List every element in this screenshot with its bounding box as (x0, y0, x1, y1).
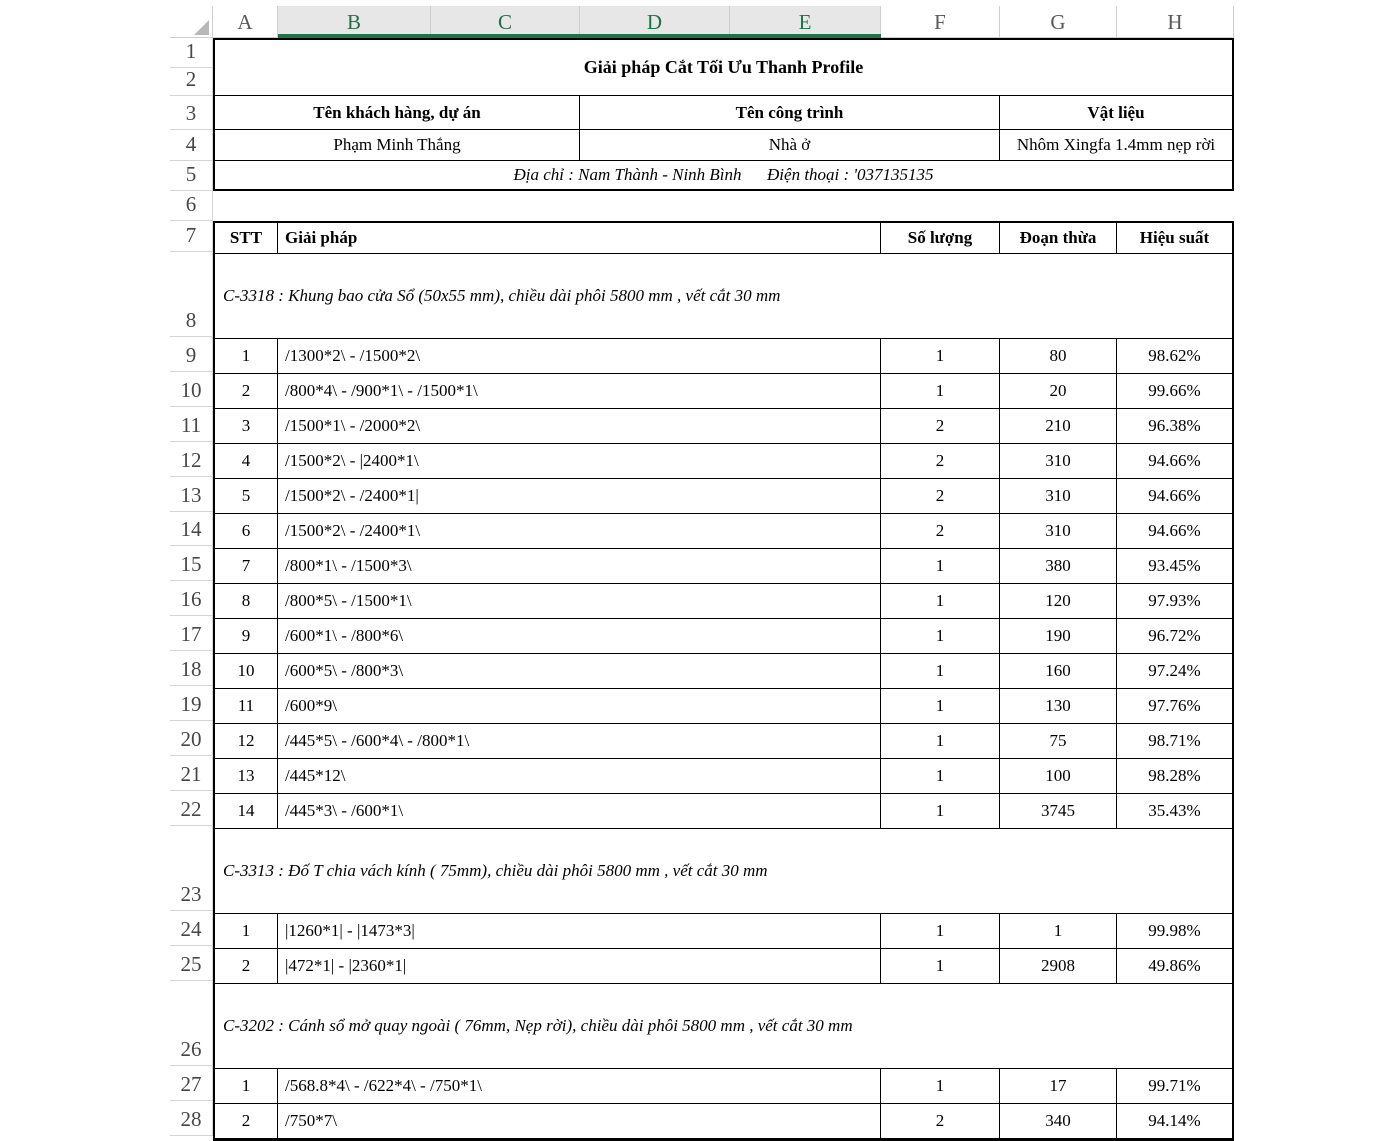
solution-cell[interactable]: /600*1\ - /800*6\ (278, 619, 881, 653)
customer-label-cell[interactable]: Tên khách hàng, dự án (215, 96, 580, 129)
column-header-a[interactable]: A (213, 6, 278, 38)
stt-cell[interactable]: 14 (215, 794, 278, 828)
efficiency-cell[interactable]: 94.66% (1148, 521, 1201, 540)
material-label-cell[interactable]: Vật liệu (1087, 102, 1145, 122)
efficiency-cell[interactable]: 98.62% (1148, 346, 1201, 365)
row-header-9[interactable]: 9 (170, 337, 213, 372)
table-row (215, 339, 1232, 374)
header-solution-cell[interactable]: Giải pháp (278, 223, 881, 253)
row-header-18[interactable]: 18 (170, 651, 213, 686)
row-header-8[interactable]: 8 (170, 252, 213, 337)
efficiency-cell[interactable]: 93.45% (1148, 556, 1201, 575)
solution-cell[interactable]: /600*5\ - /800*3\ (278, 654, 881, 688)
project-value-cell[interactable]: Nhà ở (580, 130, 1000, 160)
leftover-cell[interactable]: 3745 (1000, 794, 1117, 828)
row-header-13[interactable]: 13 (170, 477, 213, 512)
stt-cell[interactable]: 13 (215, 759, 278, 793)
row-header-14[interactable]: 14 (170, 512, 213, 546)
table-row (215, 444, 1232, 479)
table-row (215, 1104, 1232, 1139)
row-header-7[interactable]: 7 (170, 221, 213, 252)
efficiency-cell[interactable]: 98.28% (1148, 766, 1201, 785)
address-row (215, 161, 1232, 189)
quantity-cell[interactable]: 1 (881, 549, 1000, 583)
quantity-cell[interactable]: 1 (881, 584, 1000, 618)
row-header-3[interactable]: 3 (170, 96, 213, 130)
title-row (215, 40, 1232, 96)
quantity-cell[interactable]: 1 (881, 1069, 1000, 1103)
table-row (215, 584, 1232, 619)
table-header-row (215, 223, 1232, 254)
efficiency-cell[interactable]: 99.98% (1148, 921, 1201, 940)
column-header-f[interactable]: F (881, 6, 1000, 38)
header-stt-cell[interactable]: STT (215, 223, 278, 253)
row-header-2[interactable]: 2 (170, 68, 213, 96)
quantity-cell[interactable]: 2 (881, 479, 1000, 513)
leftover-cell[interactable]: 80 (1000, 339, 1117, 373)
stt-cell[interactable]: 1 (215, 339, 278, 373)
solution-cell[interactable]: /750*7\ (278, 1104, 881, 1138)
row-header-12[interactable]: 12 (170, 442, 213, 477)
solution-cell[interactable]: /600*9\ (278, 689, 881, 723)
quantity-cell[interactable]: 1 (881, 724, 1000, 758)
quantity-cell[interactable]: 1 (881, 689, 1000, 723)
table-row (215, 409, 1232, 444)
stt-cell[interactable]: 5 (215, 479, 278, 513)
table-row (215, 794, 1232, 829)
section-profile-cell[interactable]: C-3313 : Đố T chia vách kính ( 75mm), chiều dài phôi 5800 mm , vết cắt 30 mm (223, 861, 768, 880)
column-header-h[interactable]: H (1117, 6, 1234, 38)
table-row (215, 514, 1232, 549)
efficiency-cell[interactable]: 96.38% (1148, 416, 1201, 435)
row-header-23[interactable]: 23 (170, 826, 213, 911)
row-header-4[interactable]: 4 (170, 130, 213, 161)
table-row (215, 374, 1232, 409)
column-header-d[interactable]: D (580, 6, 730, 38)
solution-cell[interactable]: /1500*2\ - |2400*1\ (278, 444, 881, 478)
leftover-cell[interactable]: 340 (1000, 1104, 1117, 1138)
table-row (215, 1069, 1232, 1104)
stt-cell[interactable]: 2 (215, 949, 278, 983)
stt-cell[interactable]: 12 (215, 724, 278, 758)
address-cell[interactable]: Địa chỉ : Nam Thành - Ninh Bình Điện thoại : '037135135 (513, 165, 934, 184)
efficiency-cell[interactable]: 94.14% (1148, 1111, 1201, 1130)
leftover-cell[interactable]: 380 (1000, 549, 1117, 583)
select-all-corner[interactable] (170, 6, 213, 38)
stt-cell[interactable]: 10 (215, 654, 278, 688)
efficiency-cell[interactable]: 94.66% (1148, 486, 1201, 505)
column-header-b[interactable]: B (278, 6, 431, 38)
solution-cell[interactable]: /445*12\ (278, 759, 881, 793)
row-header-5[interactable]: 5 (170, 161, 213, 191)
quantity-cell[interactable]: 1 (881, 914, 1000, 948)
stt-cell[interactable]: 1 (215, 1069, 278, 1103)
leftover-cell[interactable]: 190 (1000, 619, 1117, 653)
quantity-cell[interactable]: 1 (881, 949, 1000, 983)
row-header-27[interactable]: 27 (170, 1066, 213, 1101)
table-row (215, 724, 1232, 759)
row-header-26[interactable]: 26 (170, 981, 213, 1066)
stt-cell[interactable]: 9 (215, 619, 278, 653)
column-header-e[interactable]: E (730, 6, 881, 38)
stt-cell[interactable]: 8 (215, 584, 278, 618)
report-header-block (213, 38, 1234, 191)
quantity-cell[interactable]: 2 (881, 409, 1000, 443)
solution-cell[interactable]: /1500*2\ - /2400*1| (278, 479, 881, 513)
row-header-11[interactable]: 11 (170, 407, 213, 442)
solution-cell[interactable]: /1500*1\ - /2000*2\ (278, 409, 881, 443)
solution-cell[interactable]: /800*5\ - /1500*1\ (278, 584, 881, 618)
row-header-1[interactable]: 1 (170, 38, 213, 68)
quantity-cell[interactable]: 1 (881, 794, 1000, 828)
efficiency-cell[interactable]: 35.43% (1148, 801, 1201, 820)
solution-cell[interactable]: |1260*1| - |1473*3| (278, 914, 881, 948)
labels-row (215, 96, 1232, 130)
solution-cell[interactable]: /568.8*4\ - /622*4\ - /750*1\ (278, 1069, 881, 1103)
efficiency-cell[interactable]: 97.24% (1148, 661, 1201, 680)
leftover-cell[interactable]: 2908 (1000, 949, 1117, 983)
leftover-cell[interactable]: 20 (1000, 374, 1117, 408)
leftover-cell[interactable]: 17 (1000, 1069, 1117, 1103)
values-row (215, 130, 1232, 161)
leftover-cell[interactable]: 310 (1000, 514, 1117, 548)
solution-cell[interactable]: /800*4\ - /900*1\ - /1500*1\ (278, 374, 881, 408)
efficiency-cell[interactable]: 96.72% (1148, 626, 1201, 645)
row-header-21[interactable]: 21 (170, 756, 213, 791)
row-header-6[interactable]: 6 (170, 191, 213, 221)
section-row (215, 984, 1232, 1069)
project-label-cell[interactable]: Tên công trình (580, 96, 1000, 129)
row-header-15[interactable]: 15 (170, 546, 213, 581)
table-row (215, 759, 1232, 794)
leftover-cell[interactable]: 100 (1000, 759, 1117, 793)
quantity-cell[interactable]: 2 (881, 514, 1000, 548)
solution-cell[interactable]: |472*1| - |2360*1| (278, 949, 881, 983)
efficiency-cell[interactable]: 49.86% (1148, 956, 1201, 975)
solution-cell[interactable]: /800*1\ - /1500*3\ (278, 549, 881, 583)
solution-cell[interactable]: /445*3\ - /600*1\ (278, 794, 881, 828)
efficiency-cell[interactable]: 98.71% (1148, 731, 1201, 750)
quantity-cell[interactable]: 1 (881, 374, 1000, 408)
table-row (215, 914, 1232, 949)
row-header-22[interactable]: 22 (170, 791, 213, 826)
row-header-28[interactable]: 28 (170, 1101, 213, 1136)
efficiency-cell[interactable]: 97.76% (1148, 696, 1201, 715)
solution-cell[interactable]: /1300*2\ - /1500*2\ (278, 339, 881, 373)
table-row (215, 549, 1232, 584)
stt-cell[interactable]: 4 (215, 444, 278, 478)
solution-cell[interactable]: /445*5\ - /600*4\ - /800*1\ (278, 724, 881, 758)
quantity-cell[interactable]: 1 (881, 339, 1000, 373)
header-quantity-cell[interactable]: Số lượng (881, 223, 1000, 253)
leftover-cell[interactable]: 310 (1000, 479, 1117, 513)
solutions-table (213, 221, 1234, 1141)
leftover-cell[interactable]: 75 (1000, 724, 1117, 758)
quantity-cell[interactable]: 1 (881, 654, 1000, 688)
page-title[interactable]: Giải pháp Cắt Tối Ưu Thanh Profile (583, 57, 864, 77)
table-row (215, 689, 1232, 724)
row-header-24[interactable]: 24 (170, 911, 213, 946)
table-row (215, 949, 1232, 984)
leftover-cell[interactable]: 210 (1000, 409, 1117, 443)
table-row (215, 654, 1232, 689)
efficiency-cell[interactable]: 99.66% (1148, 381, 1201, 400)
table-row (215, 619, 1232, 654)
quantity-cell[interactable]: 1 (881, 759, 1000, 793)
header-efficiency-cell[interactable]: Hiệu suất (1139, 228, 1210, 247)
stt-cell[interactable]: 11 (215, 689, 278, 723)
leftover-cell[interactable]: 120 (1000, 584, 1117, 618)
section-profile-cell[interactable]: C-3318 : Khung bao cửa Sổ (50x55 mm), chiều dài phôi 5800 mm , vết cắt 30 mm (223, 286, 781, 305)
row-header-25[interactable]: 25 (170, 946, 213, 981)
efficiency-cell[interactable]: 94.66% (1148, 451, 1201, 470)
leftover-cell[interactable]: 310 (1000, 444, 1117, 478)
row-header-17[interactable]: 17 (170, 616, 213, 651)
row-header-10[interactable]: 10 (170, 372, 213, 407)
stt-cell[interactable]: 1 (215, 914, 278, 948)
leftover-cell[interactable]: 160 (1000, 654, 1117, 688)
efficiency-cell[interactable]: 99.71% (1148, 1076, 1201, 1095)
stt-cell[interactable]: 2 (215, 374, 278, 408)
efficiency-cell[interactable]: 97.93% (1148, 591, 1201, 610)
column-header-g[interactable]: G (1000, 6, 1117, 38)
stt-cell[interactable]: 3 (215, 409, 278, 443)
section-profile-cell[interactable]: C-3202 : Cánh sổ mở quay ngoài ( 76mm, Nẹp rời), chiều dài phôi 5800 mm , vết cắt 30 mm (223, 1016, 853, 1035)
stt-cell[interactable]: 2 (215, 1104, 278, 1138)
stt-cell[interactable]: 7 (215, 549, 278, 583)
solution-cell[interactable]: /1500*2\ - /2400*1\ (278, 514, 881, 548)
quantity-cell[interactable]: 2 (881, 444, 1000, 478)
quantity-cell[interactable]: 1 (881, 619, 1000, 653)
section-row (215, 254, 1232, 339)
stt-cell[interactable]: 6 (215, 514, 278, 548)
quantity-cell[interactable]: 2 (881, 1104, 1000, 1138)
section-row (215, 829, 1232, 914)
header-leftover-cell[interactable]: Đoạn thừa (1000, 223, 1117, 253)
table-row (215, 479, 1232, 514)
row-header-20[interactable]: 20 (170, 721, 213, 756)
leftover-cell[interactable]: 1 (1000, 914, 1117, 948)
column-header-c[interactable]: C (431, 6, 580, 38)
row-header-16[interactable]: 16 (170, 581, 213, 616)
select-all-triangle-icon (194, 20, 209, 35)
material-value-cell[interactable]: Nhôm Xingfa 1.4mm nẹp rời (1016, 135, 1216, 154)
leftover-cell[interactable]: 130 (1000, 689, 1117, 723)
row-header-19[interactable]: 19 (170, 686, 213, 721)
customer-value-cell[interactable]: Phạm Minh Thắng (215, 130, 580, 160)
